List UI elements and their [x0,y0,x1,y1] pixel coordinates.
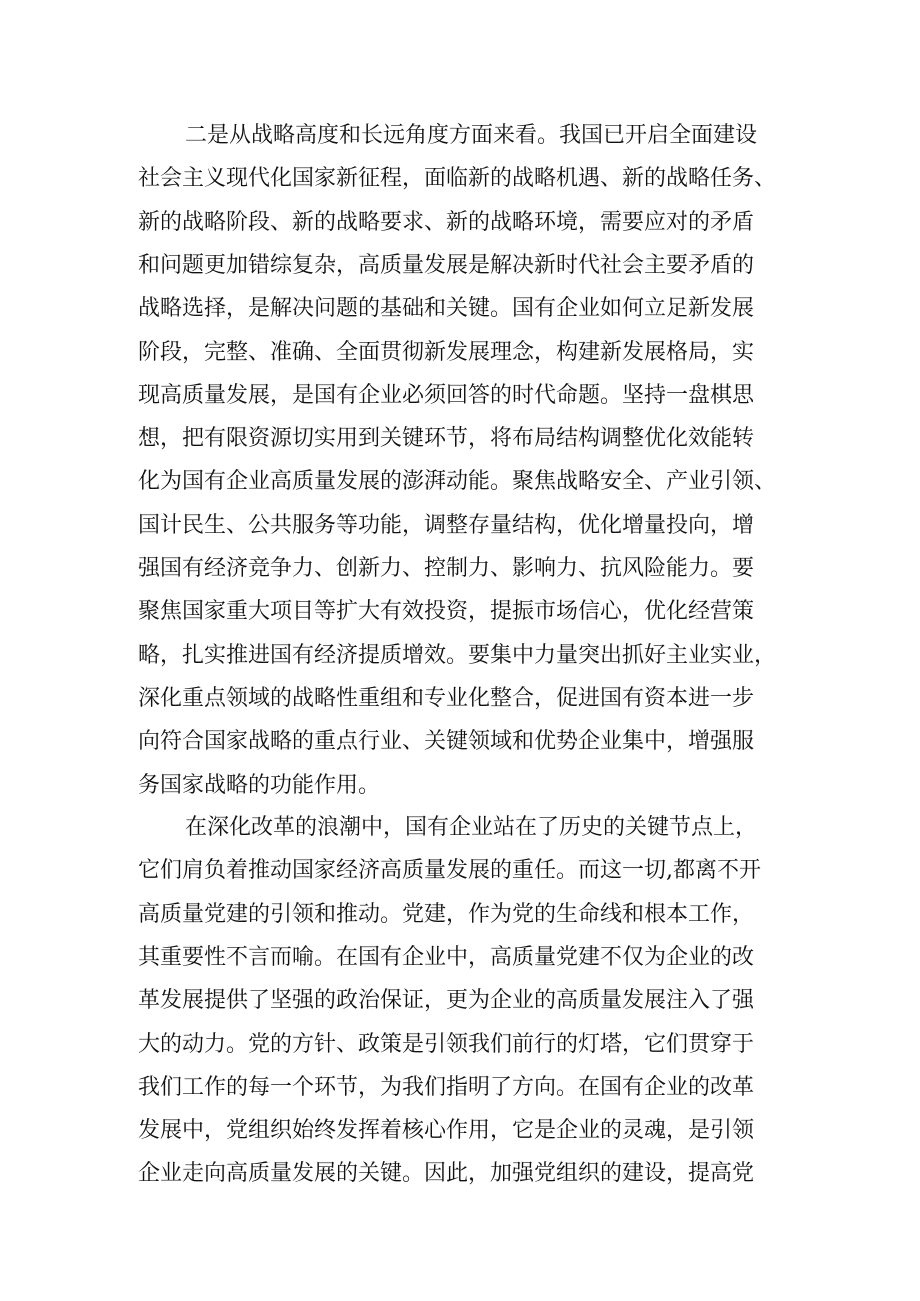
text-line: 化为国有企业高质量发展的澎湃动能。聚焦战略安全、产业引领、 [138,469,777,495]
text-line: 想，把有限资源切实用到关键环节，将布局结构调整优化效能转 [138,426,755,452]
text-line: 阶段，完整、准确、全面贯彻新发展理念，构建新发展格局，实 [138,339,755,365]
text-line: 我们工作的每一个环节，为我们指明了方向。在国有企业的改革 [138,1074,755,1100]
text-line: 务国家战略的功能作用。 [138,772,381,798]
text-line: 略，扎实推进国有经济提质增效。要集中力量突出抓好主业实业， [138,642,777,668]
text-line: 向符合国家战略的重点行业、关键领域和优势企业集中，增强服 [138,729,755,755]
text-line: 其重要性不言而喻。在国有企业中，高质量党建不仅为企业的改 [138,944,755,970]
text-line: 战略选择，是解决问题的基础和关键。国有企业如何立足新发展 [138,296,755,322]
text-line: 革发展提供了坚强的政治保证，更为企业的高质量发展注入了强 [138,988,755,1014]
text-line: 它们肩负着推动国家经济高质量发展的重任。而这一切,都离不开 [138,858,761,884]
text-line: 发展中，党组织始终发挥着核心作用，它是企业的灵魂，是引领 [138,1118,755,1144]
text-line: 深化重点领域的战略性重组和专业化整合，促进国有资本进一步 [138,685,755,711]
text-line: 企业走向高质量发展的关键。因此，加强党组织的建设，提高党 [138,1161,755,1187]
text-line: 和问题更加错综复杂，高质量发展是解决新时代社会主要矛盾的 [138,252,755,278]
text-line: 在深化改革的浪潮中，国有企业站在了历史的关键节点上， [185,815,758,840]
text-line: 大的动力。党的方针、政策是引领我们前行的灯塔，它们贯穿于 [138,1031,755,1057]
text-line: 新的战略阶段、新的战略要求、新的战略环境，需要应对的矛盾 [138,209,755,235]
text-line: 聚焦国家重大项目等扩大有效投资，提振市场信心，优化经营策 [138,599,755,625]
text-line: 社会主义现代化国家新征程，面临新的战略机遇、新的战略任务、 [138,166,777,192]
text-line: 二是从战略高度和长远角度方面来看。我国已开启全面建设 [185,123,758,148]
text-line: 国计民生、公共服务等功能，调整存量结构，优化增量投向，增 [138,512,755,538]
text-line: 高质量党建的引领和推动。党建，作为党的生命线和根本工作， [138,901,755,927]
text-line: 现高质量发展，是国有企业必须回答的时代命题。坚持一盘棋思 [138,382,755,408]
text-line: 强国有经济竞争力、创新力、控制力、影响力、抗风险能力。要 [138,556,755,581]
